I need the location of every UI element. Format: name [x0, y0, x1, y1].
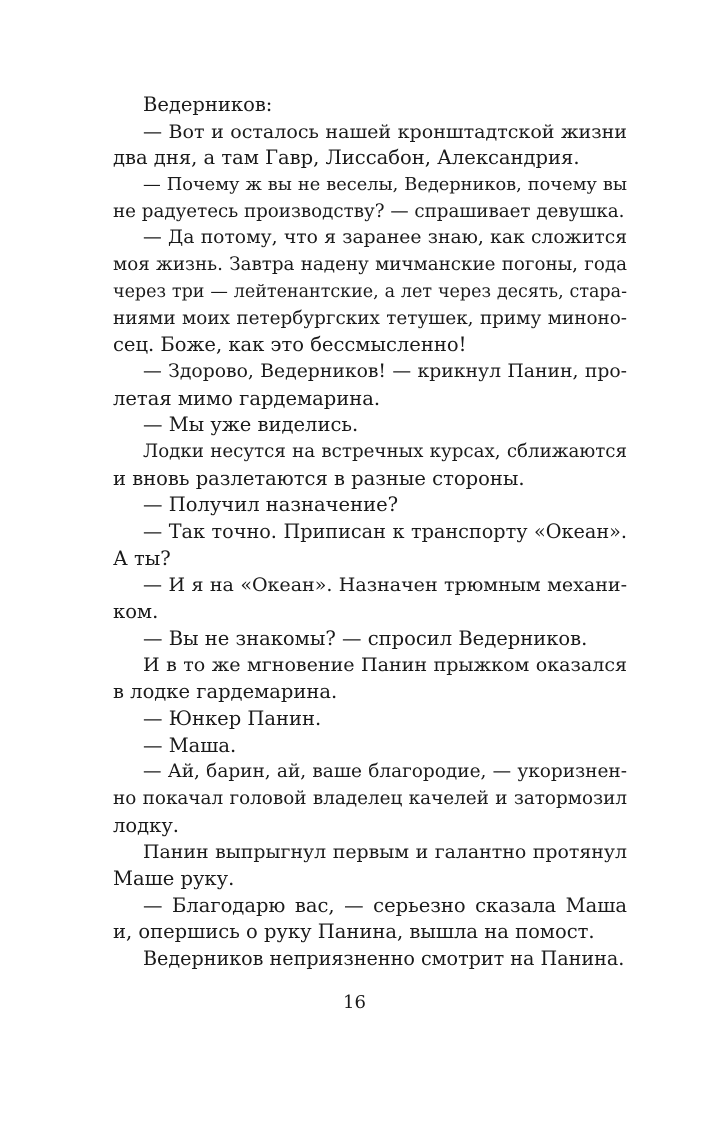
text-line: и вновь разлетаются в разные стороны. [113, 466, 525, 490]
text-line: через три — лейтенантские, а лет через десять, стара- [113, 281, 627, 302]
page-number: 16 [343, 992, 366, 1013]
text-line: Панин выпрыгнул первым и галантно протянул [143, 841, 627, 864]
text-line: ниями моих петербургских тетушек, приму миноно- [113, 307, 627, 329]
text-line: — Маша. [143, 733, 237, 757]
text-line: Ведерников неприязненно смотрит на Панина. [143, 947, 625, 970]
text-line: — Ай, барин, ай, ваше благородие, — укоризнен- [143, 761, 627, 783]
body-text [113, 92, 627, 973]
text-line: два дня, а там Гавр, Лиссабон, Александрия. [113, 146, 580, 170]
text-line: — Да потому, что я заранее знаю, как сложится [143, 227, 627, 249]
text-line: Лодки несутся на встречных курсах, сближаются [143, 440, 627, 462]
text-line: — Благодарю вас, — серьезно сказала Маша [143, 893, 627, 917]
text-line: — Вот и осталось нашей кронштадтской жизни [143, 120, 627, 143]
text-line: лодку. [113, 813, 179, 837]
text-line: — Мы уже виделись. [143, 413, 359, 437]
text-line: — Почему ж вы не веселы, Ведерников, почему вы [143, 175, 627, 196]
text-line: моя жизнь. Завтра надену мичманские погоны, года [113, 254, 627, 276]
text-line: — Юнкер Панин. [143, 706, 322, 730]
text-line: И в то же мгновение Панин прыжком оказался [143, 654, 627, 677]
text-line: сец. Боже, как это бессмысленно! [113, 333, 467, 357]
text-line: Маше руку. [113, 866, 235, 890]
text-line: летая мимо гардемарина. [113, 386, 381, 410]
text-line: — Вы не знакомы? — спросил Ведерников. [143, 626, 588, 650]
text-line: ком. [113, 600, 159, 624]
text-line: в лодке гардемарина. [113, 680, 338, 704]
text-line: А ты? [113, 546, 171, 570]
text-line: — Получил назначение? [143, 493, 399, 517]
text-line: — Так точно. Приписан к транспорту «Океан». [143, 520, 627, 543]
text-line: не радуетесь производству? — спрашивает девушка. [113, 200, 625, 222]
text-line: Ведерников: [143, 93, 273, 116]
text-line: — Здорово, Ведерников! — крикнул Панин, про- [143, 360, 627, 382]
text-line: но покачал головой владелец качелей и затормозил [113, 787, 627, 809]
text-line: и, опершись о руку Панина, вышла на помост. [113, 920, 595, 944]
text-line: — И я на «Океан». Назначен трюмным механи- [143, 574, 627, 597]
